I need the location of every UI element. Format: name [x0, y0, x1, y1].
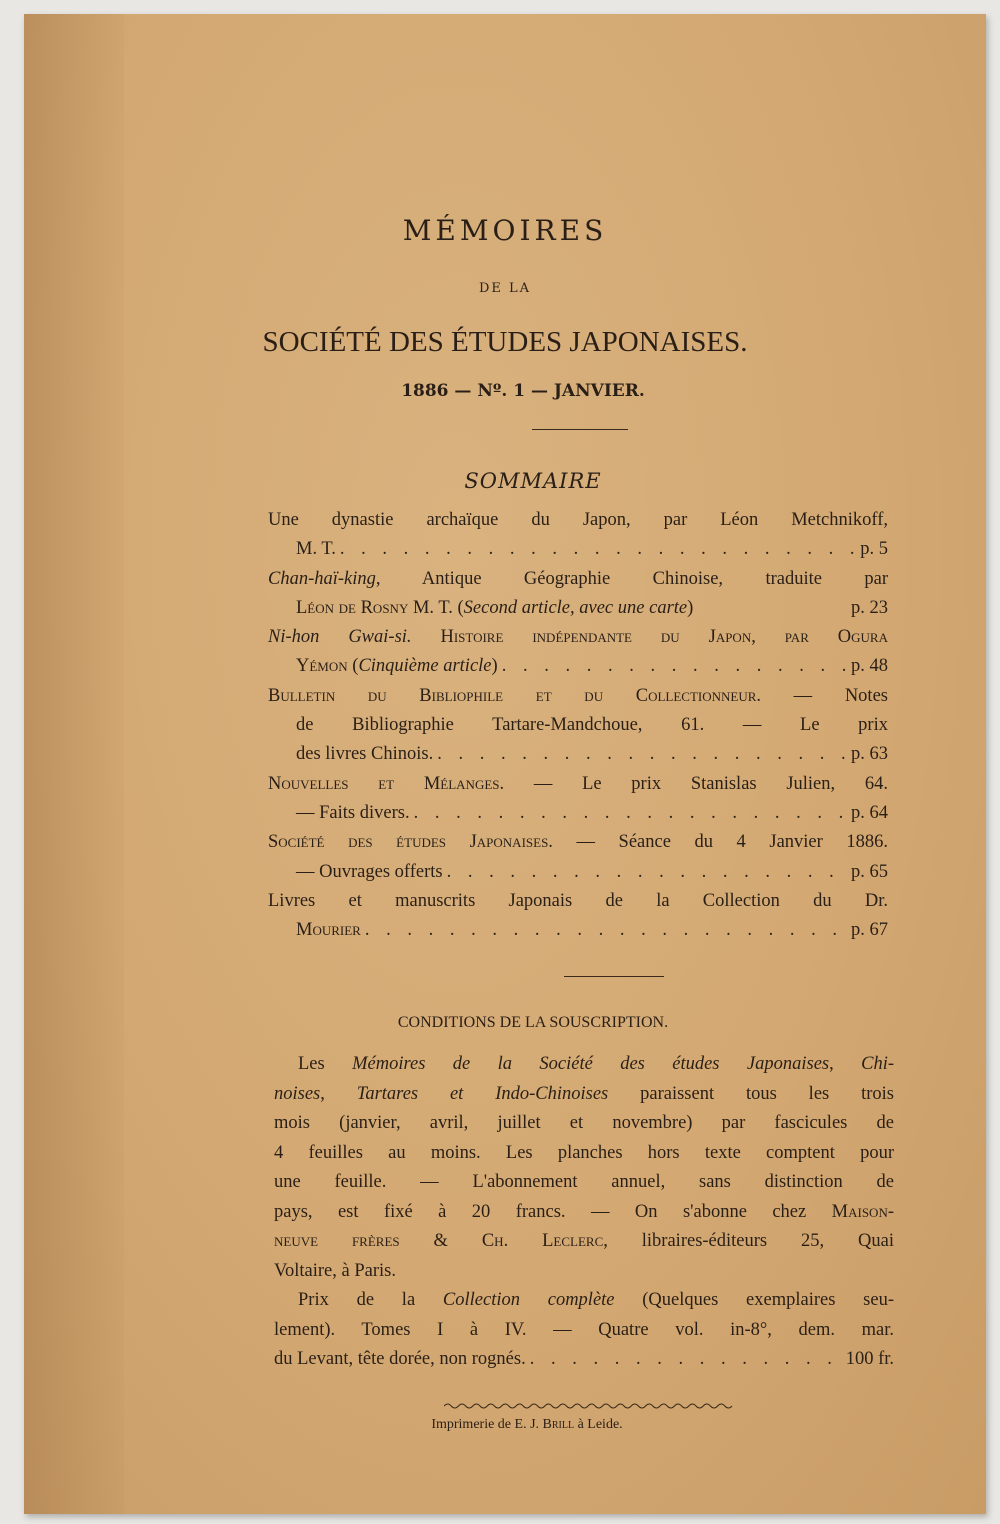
toc-entry-author: Léon de Rosny M. T. (	[296, 597, 464, 618]
conditions-fragment: Ch. Leclerc	[481, 1231, 604, 1251]
toc-entry-text: Mourier	[296, 920, 361, 941]
conditions-line: lement). Tomes I à IV. — Quatre vol. in-8°, dem. mar.	[274, 1319, 894, 1340]
conditions-fragment: noises	[274, 1083, 321, 1104]
sommaire-heading: SOMMAIRE	[464, 469, 602, 493]
toc-entry-text: — Le prix Stanislas Julien, 64.	[504, 773, 888, 794]
document-page	[24, 14, 986, 1514]
dot-leader	[414, 799, 847, 828]
toc-entry-text: Histoire indépendante du Japon, par Ogura	[411, 627, 888, 648]
conditions-line	[274, 1080, 894, 1110]
dot-leader	[340, 535, 856, 564]
toc-page-number: p. 23	[851, 597, 888, 618]
printer-fragment: à Leide.	[574, 1417, 623, 1432]
toc-entry-line	[268, 535, 888, 564]
toc-page-number: p. 48	[851, 656, 888, 677]
toc-entry-line	[268, 828, 888, 857]
conditions-fragment: Tartares et Indo-Chinoises	[356, 1083, 609, 1104]
toc-page-number: p. 64	[851, 802, 888, 823]
conditions-line	[274, 1286, 894, 1316]
toc-entry-section: Nouvelles et Mélanges.	[268, 773, 505, 794]
conditions-line: une feuille. — L'abonnement annuel, sans distinction de	[274, 1172, 894, 1192]
conditions-fragment: , libraires-éditeurs 25, Quai	[603, 1231, 895, 1251]
journal-title: MÉMOIRES	[402, 214, 608, 247]
dot-leader	[447, 858, 847, 887]
conditions-fragment: ,	[829, 1054, 862, 1074]
toc-entry-line	[268, 623, 888, 652]
toc-entry-line	[268, 799, 888, 828]
toc-entry-title: Ni-hon Gwai-si.	[268, 627, 412, 648]
toc-page-number: p. 67	[851, 920, 888, 941]
conditions-line	[274, 1345, 894, 1375]
toc-entry-text: — Faits divers.	[296, 802, 410, 823]
toc-page-number: p. 5	[860, 539, 888, 560]
conditions-fragment: Les	[298, 1054, 353, 1074]
toc-entry-line	[268, 770, 888, 799]
conditions-line	[274, 1050, 894, 1080]
society-name: SOCIÉTÉ DES ÉTUDES JAPONAISES.	[262, 326, 748, 358]
toc-entry-author: Yémon (	[296, 656, 359, 677]
conditions-text	[274, 1050, 894, 1375]
toc-entry-line	[268, 887, 888, 916]
toc-page-number: p. 63	[851, 744, 888, 765]
conditions-line	[274, 1198, 894, 1228]
toc-entry-line	[268, 916, 888, 945]
toc-entry-line	[268, 565, 888, 594]
toc-entry-text: )	[491, 656, 498, 677]
toc-page-number: p. 65	[851, 861, 888, 882]
journal-de-la: DE LA	[478, 281, 532, 296]
toc-entry-text: — Ouvrages offerts	[296, 861, 443, 882]
toc-entry-text: — Notes	[761, 685, 888, 706]
printer-fragment: Brill	[542, 1417, 575, 1432]
dot-leader	[502, 652, 847, 681]
toc-entry-title: Chan-haï-king	[268, 568, 376, 589]
conditions-fragment: pays, est fixé à 20 francs. — On s'abonne chez	[274, 1201, 832, 1222]
toc-entry-section: Bulletin du Bibliophile et du Collectionneur.	[268, 685, 762, 706]
conditions-fragment: Chi-	[861, 1054, 895, 1074]
toc-entry-line	[268, 506, 888, 535]
printer-fragment: Imprimerie de E. J.	[431, 1417, 543, 1432]
toc-entry-text: — Séance du 4 Janvier 1886.	[552, 832, 888, 853]
conditions-fragment: Prix de la	[298, 1290, 443, 1310]
conditions-fragment: &	[399, 1231, 482, 1251]
conditions-fragment: (Quelques exemplaires seu-	[614, 1290, 894, 1310]
conditions-fragment: paraissent tous les trois	[608, 1083, 894, 1104]
conditions-line: 4 feuilles au moins. Les planches hors texte comptent pour	[274, 1142, 894, 1163]
conditions-fragment: ,	[320, 1083, 357, 1104]
conditions-fragment: Maison-	[831, 1201, 894, 1222]
toc-entry-text: M. T.	[296, 539, 336, 560]
toc-entry-text: )	[687, 597, 694, 618]
toc-entry-text: Une dynastie archaïque du Japon, par Léon Metchnikoff,	[268, 510, 888, 530]
conditions-heading: CONDITIONS DE LA SOUSCRIPTION.	[397, 1014, 669, 1031]
conditions-line	[274, 1227, 894, 1257]
table-of-contents	[268, 506, 888, 945]
divider-rule	[532, 429, 628, 430]
dot-leader	[437, 740, 847, 769]
toc-entry-note: Cinquième article	[358, 656, 492, 677]
toc-entry-line	[268, 594, 888, 623]
conditions-fragment: neuve frères	[274, 1231, 400, 1251]
conditions-fragment: du Levant, tête dorée, non rognés.	[274, 1349, 526, 1369]
dot-leader	[365, 916, 847, 945]
dot-leader	[530, 1345, 842, 1375]
toc-entry-text: Livres et manuscrits Japonais de la Collection du Dr.	[268, 890, 888, 911]
toc-entry-line	[268, 652, 888, 681]
toc-entry-section: Société des études Japonaises.	[268, 832, 553, 853]
price: 100 fr.	[845, 1349, 894, 1369]
toc-entry-line	[268, 682, 888, 711]
issue-line: 1886 — Nº. 1 — JANVIER.	[401, 381, 645, 401]
toc-entry-line	[268, 740, 888, 769]
conditions-fragment: Collection complète	[442, 1290, 615, 1310]
toc-entry-text: , Antique Géographie Chinoise, traduite par	[375, 568, 888, 589]
conditions-fragment: Mémoires de la Société des études Japonaises	[352, 1054, 830, 1074]
toc-entry-line	[268, 858, 888, 887]
conditions-line: Voltaire, à Paris.	[274, 1260, 396, 1281]
divider-rule	[564, 976, 664, 977]
printer-line	[46, 1417, 1000, 1433]
toc-entry-line	[268, 711, 888, 740]
wavy-divider	[444, 1402, 734, 1410]
conditions-line: mois (janvier, avril, juillet et novembre) par fascicules de	[274, 1113, 894, 1133]
toc-entry-text: des livres Chinois.	[296, 744, 434, 765]
toc-entry-text: de Bibliographie Tartare-Mandchoue, 61. — Le prix	[296, 715, 888, 736]
toc-entry-note: Second article, avec une carte	[463, 597, 688, 618]
